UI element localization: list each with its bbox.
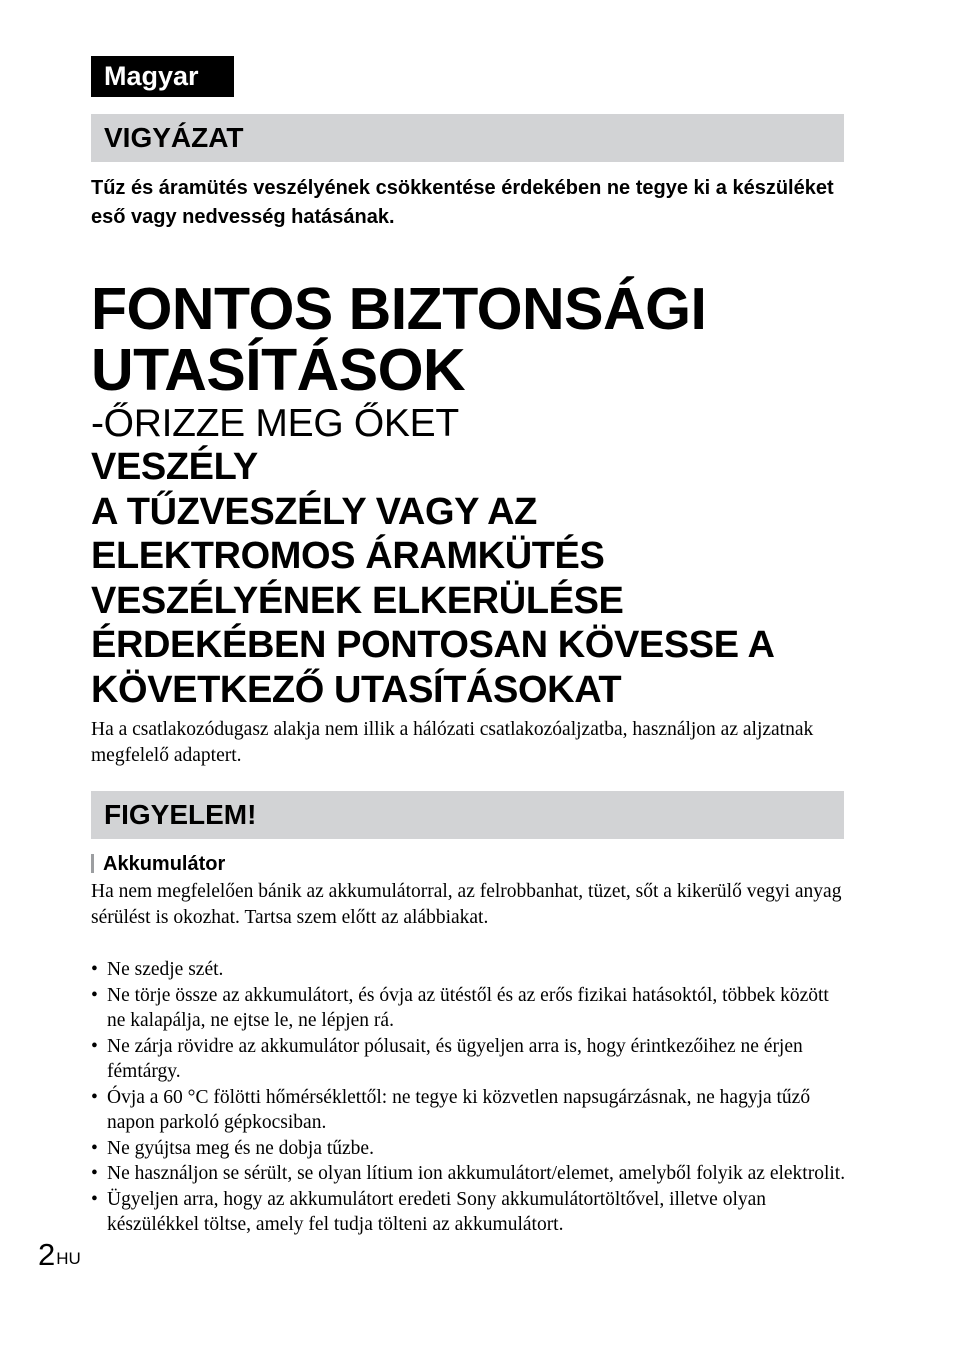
page-number-value: 2 (38, 1237, 56, 1272)
danger-line: KÖVETKEZŐ UTASÍTÁSOKAT (91, 668, 622, 711)
list-item (91, 1034, 851, 1085)
danger-line: ELEKTROMOS ÁRAMKÜTÉS (91, 535, 605, 578)
danger-line: VESZÉLY (91, 446, 258, 488)
danger-line: ÉRDEKÉBEN PONTOSAN KÖVESSE A (91, 624, 775, 667)
list-item-text: Ne zárja rövidre az akkumulátor pólusait, és ügyeljen arra is, hogy érintkezőihez ne érjen fémtárgy. (107, 1035, 803, 1082)
list-item-text: Ne törje össze az akkumulátort, és óvja az ütéstől és az erős fizikai hatásoktól, többek között ne kalapálja, ne ejtse le, ne lépjen rá. (107, 984, 829, 1031)
plug-adapter-note: Ha a csatlakozódugasz alakja nem illik a hálózati csatlakozóaljzatba, használjon az aljzatnak megfelelő adaptert. (91, 719, 814, 766)
caution-heading: VIGYÁZAT (91, 114, 844, 162)
list-item-text: Ne szedje szét. (107, 959, 224, 980)
bullet-icon: • (91, 1137, 98, 1159)
safety-title-line: FONTOS BIZTONSÁGI (91, 276, 707, 342)
safety-title-line: UTASÍTÁSOK (91, 337, 466, 403)
battery-subheading-text: Akkumulátor (103, 853, 226, 875)
list-item-text: Ügyeljen arra, hogy az akkumulátort eredeti Sony akkumulátortöltővel, illetve olyan készülékkel töltse, amely fel tudja tölteni az akkumulátort. (107, 1188, 767, 1235)
attention-heading: FIGYELEM! (91, 791, 844, 839)
bullet-icon: • (91, 984, 98, 1006)
list-item (91, 957, 851, 983)
bullet-icon: • (91, 1188, 98, 1210)
list-item (91, 1161, 851, 1187)
bullet-icon: • (91, 1163, 98, 1184)
page-number (38, 1235, 81, 1275)
danger-block (91, 445, 891, 713)
safety-title (91, 276, 891, 403)
battery-subheading (91, 851, 225, 877)
danger-line: VESZÉLYÉNEK ELKERÜLÉSE (91, 579, 624, 622)
battery-intro: Ha nem megfelelően bánik az akkumulátorral, az felrobbanhat, tüzet, sőt a kikerülő vegyi anyag sérülést is okozhat. Tartsa szem előtt az alábbiakat. (91, 881, 842, 928)
bullet-icon: • (91, 1086, 98, 1108)
list-item (91, 983, 851, 1034)
language-tab: Magyar (91, 56, 234, 97)
danger-line: A TŰZVESZÉLY VAGY AZ (91, 490, 537, 533)
list-item-text: Ne használjon se sérült, se olyan lítium ion akkumulátort/elemet, amelyből folyik az elektrolit. (107, 1163, 846, 1184)
list-item (91, 1085, 851, 1136)
list-item-text: Óvja a 60 °C fölötti hőmérséklettől: ne tegye ki közvetlen napsugárzásnak, ne hagyja tűző napon parkoló gépkocsiban. (107, 1086, 811, 1133)
bullet-icon: • (91, 959, 98, 980)
bullet-icon: • (91, 1035, 98, 1057)
battery-precautions-list (91, 957, 851, 1238)
list-item (91, 1136, 851, 1162)
list-item-text: Ne gyújtsa meg és ne dobja tűzbe. (107, 1137, 374, 1159)
subheading-marker (91, 854, 94, 873)
fire-shock-warning: Tűz és áramütés veszélyének csökkentése érdekében ne tegye ki a készüléket eső vagy nedvesség hatásának. (91, 177, 834, 228)
page-language-suffix: HU (56, 1249, 81, 1268)
safety-subtitle: -ŐRIZZE MEG ŐKET (91, 402, 459, 445)
list-item (91, 1187, 851, 1238)
